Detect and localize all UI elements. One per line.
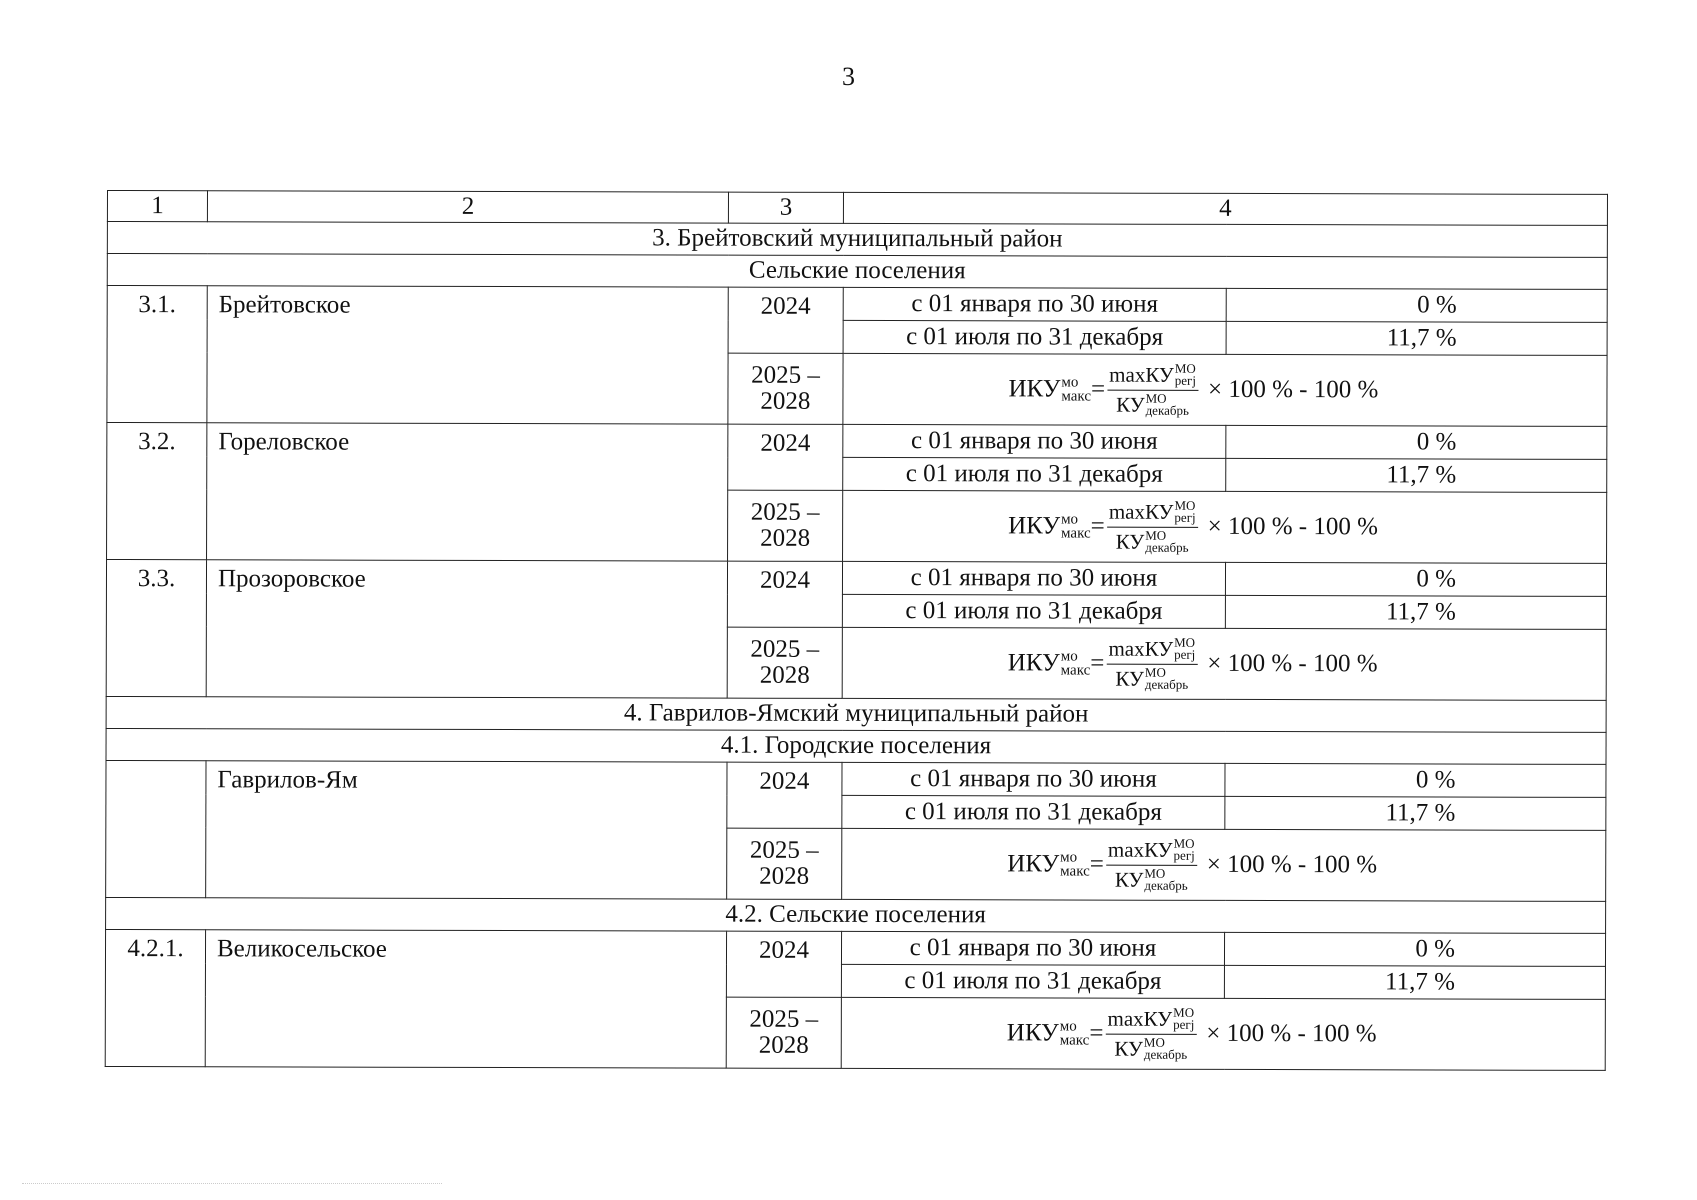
table-row [105, 929, 1605, 966]
row-number [106, 760, 206, 897]
formula-lhs: ИКУ [1006, 1019, 1059, 1047]
formula-num-text: maxКУ [1109, 362, 1174, 387]
formula-lhs-sup: мо [1060, 849, 1078, 866]
year-range-start: 2025 – [751, 361, 820, 389]
year-cell: 2024 [727, 762, 842, 828]
period-first-half: с 01 января по 30 июня [843, 287, 1226, 321]
year-range-cell [728, 490, 843, 561]
formula-tail: × 100 % - 100 % [1207, 512, 1379, 541]
period-second-half: с 01 июля по 31 декабря [842, 795, 1225, 829]
formula-den-sub: декабрь [1144, 877, 1188, 893]
formula-num-indices [1174, 634, 1196, 663]
formula-lhs-indices [1061, 375, 1091, 404]
year-cell: 2024 [727, 561, 842, 627]
formula-equals: = [1089, 850, 1104, 878]
formula-denominator [1114, 390, 1191, 417]
formula-den-indices [1145, 666, 1188, 691]
formula-tail: × 100 % - 100 % [1207, 649, 1378, 678]
formula-num-indices [1173, 835, 1195, 864]
period-first-half: с 01 января по 30 июня [842, 561, 1225, 595]
formula-cell [843, 353, 1607, 426]
formula-den-sub: декабрь [1143, 1046, 1188, 1062]
formula-num-sup: МО [1174, 497, 1196, 513]
section-row [106, 897, 1606, 933]
formula-lhs-sub: макс [1059, 1032, 1090, 1049]
year-range-cell [726, 997, 841, 1068]
header-row [107, 191, 1607, 226]
formula-den-sup: МО [1145, 527, 1167, 543]
formula-lhs-indices [1061, 512, 1091, 541]
formula-lhs-sup: мо [1061, 374, 1079, 391]
formula [843, 362, 1606, 418]
formula-lhs-indices [1061, 649, 1091, 678]
formula [843, 499, 1606, 555]
formula-den-indices [1144, 1036, 1187, 1061]
year-cell: 2024 [726, 931, 841, 997]
formula-lhs-sub: макс [1061, 525, 1091, 542]
formula-den-sub: декабрь [1144, 676, 1189, 692]
period-second-half: с 01 июля по 31 декабря [841, 964, 1224, 998]
formula-cell [842, 828, 1606, 901]
formula-equals: = [1091, 375, 1106, 403]
formula-numerator [1105, 1006, 1196, 1034]
formula-lhs-sub: макс [1061, 388, 1092, 405]
settlement-name: Гореловское [207, 423, 728, 561]
formula-den-sup: МО [1145, 390, 1167, 406]
formula-den-text: КУ [1115, 666, 1144, 691]
formula-num-sup: МО [1173, 1004, 1195, 1020]
formula-num-sup: МО [1174, 360, 1196, 376]
formula-denominator [1113, 664, 1190, 691]
formula-den-text: КУ [1114, 1036, 1143, 1061]
value-second-half: 11,7 % [1225, 595, 1606, 629]
year-range-start: 2025 – [750, 635, 820, 663]
header-cell-3: 3 [728, 192, 843, 223]
table-row [107, 423, 1607, 460]
formula-equals: = [1089, 1019, 1104, 1047]
formula-numerator [1106, 636, 1197, 664]
formula-lhs-indices [1060, 850, 1090, 879]
period-first-half: с 01 января по 30 июня [843, 424, 1226, 458]
section-title: 4.2. Сельские поселения [106, 897, 1606, 933]
year-range-start: 2025 – [750, 498, 820, 526]
value-first-half: 0 % [1226, 288, 1607, 322]
formula-den-sub: декабрь [1145, 539, 1189, 555]
formula-fraction [1106, 837, 1197, 892]
year-range-end: 2028 [760, 524, 811, 552]
formula-tail: × 100 % - 100 % [1207, 375, 1379, 404]
formula-den-indices [1144, 867, 1187, 892]
header-cell-4: 4 [843, 192, 1607, 225]
formula-cell [841, 997, 1605, 1070]
period-first-half: с 01 января по 30 июня [842, 762, 1225, 796]
formula [842, 1006, 1605, 1062]
value-first-half: 0 % [1225, 763, 1606, 797]
header-cell-2: 2 [207, 191, 728, 223]
settlement-name: Гаврилов-Ям [206, 761, 727, 899]
table-row [106, 560, 1606, 597]
period-second-half: с 01 июля по 31 декабря [843, 457, 1226, 491]
formula-den-text: КУ [1116, 392, 1145, 417]
table-row [106, 760, 1606, 797]
formula-num-text: maxКУ [1107, 1006, 1173, 1031]
formula-lhs-sub: макс [1060, 662, 1091, 679]
formula-denominator [1112, 1034, 1189, 1061]
section-title: 3. Брейтовский муниципальный район [107, 222, 1607, 258]
year-range-cell [728, 353, 843, 424]
formula-num-sub: регj [1173, 847, 1195, 864]
value-second-half: 11,7 % [1226, 458, 1607, 492]
value-first-half: 0 % [1224, 932, 1605, 966]
header-cell-1: 1 [107, 191, 207, 222]
year-range-start: 2025 – [749, 836, 819, 864]
formula-num-indices [1173, 1004, 1195, 1033]
section-row [107, 222, 1607, 258]
formula-den-sup: МО [1144, 664, 1166, 680]
formula-num-sub: регj [1173, 1016, 1195, 1033]
formula-den-sup: МО [1143, 1034, 1165, 1050]
table-row [107, 286, 1607, 323]
formula-num-indices [1174, 497, 1196, 526]
formula-num-text: maxКУ [1107, 837, 1173, 862]
formula-fraction [1107, 499, 1198, 554]
year-range-end: 2028 [759, 661, 810, 689]
formula-num-sub: регj [1174, 372, 1197, 389]
formula-den-text: КУ [1115, 529, 1145, 554]
section-title: Сельские поселения [107, 254, 1607, 290]
formula-den-sup: МО [1144, 865, 1166, 881]
formula-num-text: maxКУ [1108, 499, 1174, 524]
period-second-half: с 01 июля по 31 декабря [843, 320, 1226, 354]
value-second-half: 11,7 % [1224, 965, 1605, 999]
year-range-cell [727, 828, 842, 899]
section-title: 4. Гаврилов-Ямский муниципальный район [106, 696, 1606, 732]
year-cell: 2024 [728, 424, 843, 490]
formula-numerator [1106, 837, 1197, 865]
formula-numerator [1107, 362, 1198, 390]
formula-den-sub: декабрь [1145, 402, 1189, 418]
section-row [106, 696, 1606, 732]
formula-tail: × 100 % - 100 % [1206, 850, 1378, 879]
table-body [105, 191, 1607, 1071]
year-cell: 2024 [728, 287, 843, 353]
formula-lhs: ИКУ [1008, 375, 1061, 403]
formula-numerator [1107, 499, 1198, 527]
value-second-half: 11,7 % [1226, 321, 1607, 355]
formula-lhs: ИКУ [1008, 512, 1061, 540]
row-number: 3.3. [106, 560, 206, 697]
formula [842, 837, 1605, 893]
year-range-end: 2028 [758, 1031, 809, 1059]
row-number: 3.2. [107, 423, 207, 560]
tariff-table [105, 190, 1608, 1071]
formula-lhs: ИКУ [1007, 850, 1060, 878]
year-range-end: 2028 [759, 862, 810, 890]
formula-num-sup: МО [1173, 835, 1195, 851]
page-number: 3 [842, 62, 855, 91]
year-range-start: 2025 – [749, 1005, 819, 1033]
formula-num-sub: регj [1174, 646, 1196, 663]
row-number: 3.1. [107, 286, 207, 423]
formula-lhs-sup: мо [1059, 1018, 1077, 1035]
formula-num-text: maxКУ [1108, 636, 1174, 661]
value-first-half: 0 % [1225, 562, 1606, 596]
scan-artifact [22, 1183, 442, 1188]
formula-tail: × 100 % - 100 % [1206, 1019, 1377, 1048]
formula-cell [842, 627, 1606, 700]
section-title: 4.1. Городские поселения [106, 728, 1606, 764]
value-first-half: 0 % [1226, 425, 1607, 459]
formula-cell [843, 490, 1607, 563]
formula-num-indices [1174, 360, 1197, 389]
year-range-end: 2028 [760, 387, 811, 415]
section-row [107, 254, 1607, 290]
formula-fraction [1107, 362, 1198, 417]
formula-num-sub: регj [1174, 509, 1196, 526]
formula-den-indices [1145, 529, 1188, 554]
period-first-half: с 01 января по 30 июня [841, 931, 1224, 965]
formula-fraction [1105, 1006, 1196, 1061]
formula-lhs-sub: макс [1060, 863, 1090, 880]
formula-lhs: ИКУ [1007, 649, 1060, 677]
row-number: 4.2.1. [105, 929, 205, 1066]
year-range-cell [727, 627, 842, 698]
value-second-half: 11,7 % [1225, 796, 1606, 830]
formula-equals: = [1090, 649, 1105, 677]
formula-den-text: КУ [1114, 867, 1144, 892]
settlement-name: Брейтовское [207, 286, 728, 424]
period-second-half: с 01 июля по 31 декабря [842, 594, 1225, 628]
formula-lhs-sup: мо [1060, 648, 1078, 665]
section-row [106, 728, 1606, 764]
formula-equals: = [1090, 512, 1105, 540]
formula-den-indices [1146, 392, 1189, 417]
formula-denominator [1114, 527, 1191, 554]
formula-lhs-sup: мо [1061, 511, 1079, 528]
formula [843, 636, 1606, 692]
formula-fraction [1106, 636, 1197, 691]
formula-denominator [1113, 865, 1190, 892]
formula-lhs-indices [1060, 1019, 1090, 1048]
settlement-name: Великосельское [205, 930, 726, 1068]
formula-num-sup: МО [1174, 634, 1196, 650]
settlement-name: Прозоровское [206, 560, 727, 698]
